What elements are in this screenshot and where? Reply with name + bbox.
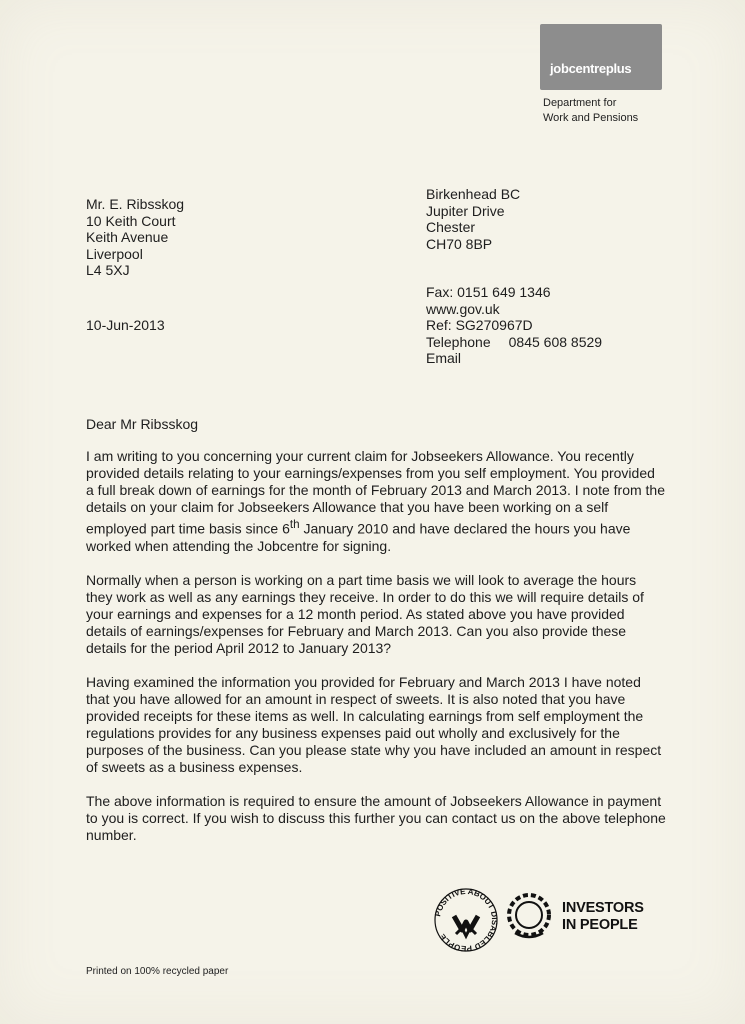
recipient-address [86,196,184,279]
letter-date: 10-Jun-2013 [86,317,165,333]
paragraph-1-part-2: January 2010 and have declared the hours you have worked when attending the Jobcentre for signing. [86,520,631,554]
email-label: Email [426,350,462,366]
department-line-2: Work and Pensions [543,112,639,124]
office-street: Jupiter Drive [426,202,505,219]
jobcentreplus-logo [540,24,662,90]
recipient-line-2: Keith Avenue [86,229,169,245]
telephone-number: 0845 608 8529 [508,333,603,350]
logo-text: jobcentreplus [550,61,632,76]
paragraph-1-part-1: I am writing to you concerning your current claim for Jobseekers Allowance. You recently provided details relating to your earnings/expenses from you self employment. You provided a full break down of earnings for the month of February 2013 and March 2013. I note from the details on your claim for Jobseekers Allowance that you have been working on a self employed part time basis since 6 [86,448,666,537]
recipient-name: Mr. E. Ribsskog [86,196,185,212]
investors-in-people-wreath-icon [503,889,555,941]
disability-badge-icon [432,886,500,954]
telephone-label: Telephone [426,333,491,350]
paragraph-3: Having examined the information you provided for February and March 2013 I have noted that you have allowed for an amount in respect of sweets. It is also noted that you have provided receipts for these items as well. In calculating earnings from self employment the regulations provides for any business expenses paid out wholly and exclusively for the purposes of the business. Can you please state why you have included an amount in respect of sweets as a business expenses. [86,673,662,775]
office-town: Chester [426,219,476,235]
reference-number: Ref: SG270967D [426,317,533,333]
recipient-postcode: L4 5XJ [86,262,130,278]
letter-body [86,448,666,861]
telephone-row [426,334,602,351]
department-name [543,96,638,126]
paragraph-4: The above information is required to ensure the amount of Jobseekers Allowance in payment to you is correct. If you wish to discuss this further you can contact us on the above telephone number. [86,792,666,843]
office-postcode: CH70 8BP [426,235,493,252]
paragraph-1 [86,448,666,555]
recipient-city: Liverpool [86,245,143,262]
investors-in-people-logo [562,900,644,934]
office-name: Birkenhead BC [426,186,521,202]
recycled-paper-note: Printed on 100% recycled paper [86,966,229,977]
disability-badge-text: POSITIVE ABOUT DISABLED PEOPLE [433,886,500,954]
iip-line-2: IN PEOPLE [562,917,638,933]
salutation: Dear Mr Ribsskog [86,416,199,432]
paragraph-2: Normally when a person is working on a part time basis we will look to average the hours they work as well as any earnings they receive. In order to do this we will require details of your earnings and expenses for a 12 month period. As stated above you have provided details of earnings/expenses for February and March 2013. Can you also provide these details for the period April 2012 to January 2013? [86,571,644,656]
fax-number: Fax: 0151 649 1346 [426,284,551,300]
website: www.gov.uk [426,300,500,317]
office-address [426,186,520,252]
iip-line-1: INVESTORS [562,900,644,916]
contact-details [426,284,602,367]
recipient-line-1: 10 Keith Court [86,212,176,229]
ordinal-suffix: th [289,518,300,531]
department-line-1: Department for [543,97,617,109]
